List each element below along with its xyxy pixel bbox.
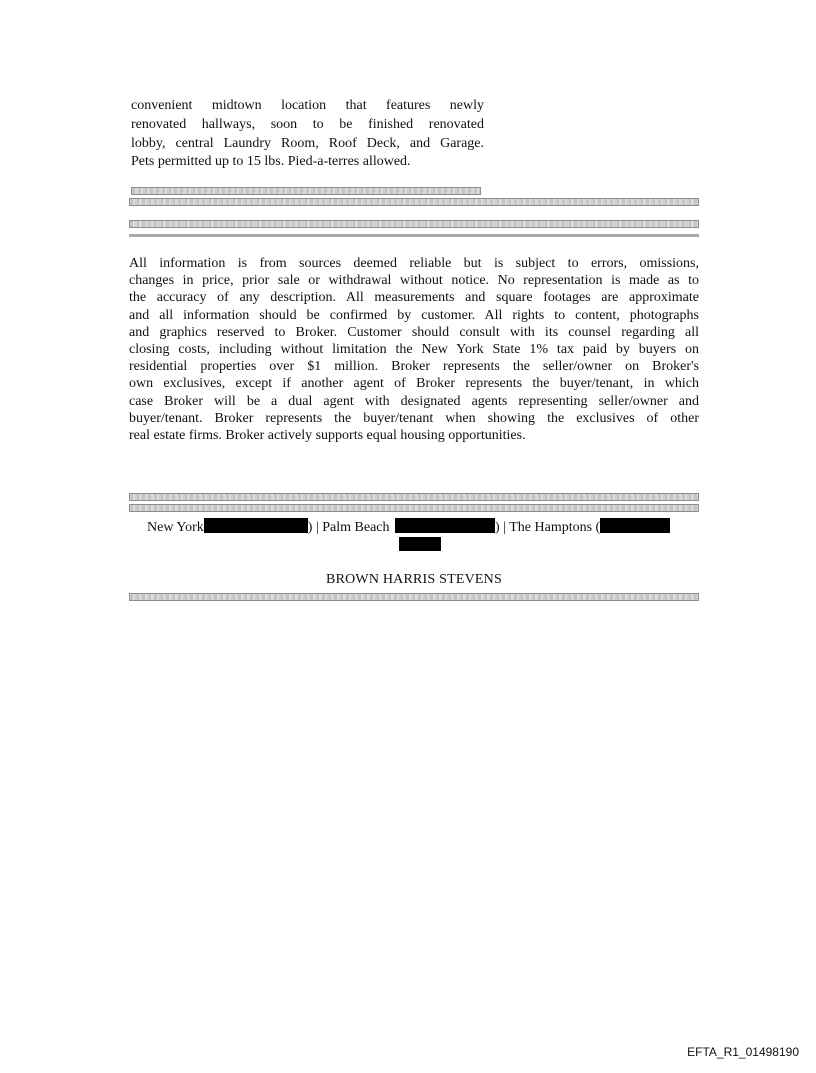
disclaimer-line: All information is from sources deemed reliable but is subject to errors, omissions, [129, 256, 699, 271]
redaction-box [600, 518, 670, 533]
redaction-box [395, 518, 495, 533]
description-line: lobby, central Laundry Room, Roof Deck, and Garage. [131, 135, 484, 151]
scan-bar [129, 198, 699, 206]
disclaimer-line: real estate firms. Broker actively supports equal housing opportunities. [129, 428, 526, 444]
disclaimer-line: closing costs, including without limitation the New York State 1% tax paid by buyers on [129, 342, 699, 358]
disclaimer-line: buyer/tenant. Broker represents the buyer/tenant when showing the exclusives of other [129, 410, 699, 426]
document-id: EFTA_R1_01498190 [687, 1045, 799, 1059]
redaction-box [399, 537, 441, 551]
disclaimer-line: own exclusives, except if another agent of Broker represents the buyer/tenant, in which [129, 376, 699, 392]
description-line: Pets permitted up to 15 lbs. Pied-a-terres allowed. [131, 154, 411, 170]
description-line: convenient midtown location that features newly [131, 98, 484, 113]
scan-bar [129, 493, 699, 501]
disclaimer-line: the accuracy of any description. All measurements and square footages are approximate [129, 290, 699, 306]
office-new-york: New York [147, 520, 204, 535]
disclaimer-line: and all information should be confirmed by customer. All rights to content, photographs [129, 307, 699, 323]
scan-bar [129, 504, 699, 512]
disclaimer-line: and graphics reserved to Broker. Customer should consult with its counsel regarding all [129, 324, 699, 340]
disclaimer-line: changes in price, prior sale or withdrawal without notice. No representation is made as to [129, 273, 699, 289]
divider [129, 234, 699, 237]
office-separator: ) | The Hamptons ( [495, 520, 601, 535]
description-line: renovated hallways, soon to be finished renovated [131, 116, 484, 132]
listing-description [131, 97, 484, 172]
brand-name: BROWN HARRIS STEVENS [326, 572, 502, 587]
scan-bar [129, 220, 699, 228]
office-separator: ) | Palm Beach [307, 520, 390, 535]
office-phone-line [147, 518, 707, 537]
disclaimer-line: case Broker will be a dual agent with designated agents representing seller/owner and [129, 393, 699, 409]
scan-bar [129, 593, 699, 601]
redaction-box [204, 518, 308, 533]
disclaimer-text [129, 255, 699, 444]
scan-bar [131, 187, 481, 195]
disclaimer-line: residential properties over $1 million. Broker represents the seller/owner on Broker's [129, 359, 699, 375]
